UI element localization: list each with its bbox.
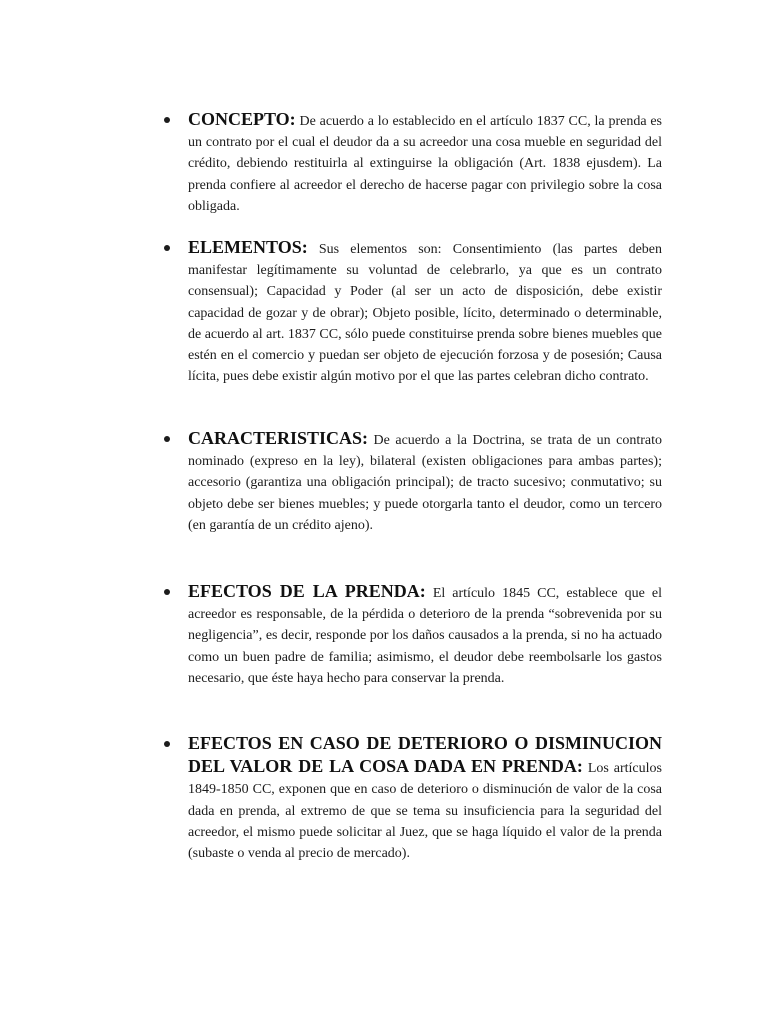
section-text: Los artículos 1849-1850 CC, exponen que en caso de deterioro o disminución de valor de la cosa dada en prenda, al extremo de que se tema su insuficiencia para la seguridad del acreedor, el mismo puede solicitar al Juez, que se haga líquido el valor de la prenda (subaste o venda al precio de mercado).: [188, 761, 662, 862]
section-concepto: [188, 109, 662, 217]
bullet-icon: [164, 436, 170, 442]
section-text: Sus elementos son: Consentimiento (las partes deben manifestar legítimamente su voluntad de celebrarlo, ya que es un contrato consensual); Capacidad y Poder (al ser un acto de disposición, debe existir capacidad de gozar y de obrar); Objeto posible, lícito, determinado o determinable, de acuerdo al art. 1837 CC, sólo puede constituirse prenda sobre bienes muebles que estén en el comercio y puedan ser objeto de ejecución forzosa y de posesión; Causa lícita, pues debe existir algún motivo por el que las partes celebran dicho contrato.: [188, 242, 662, 385]
section-heading: CARACTERISTICAS:: [188, 428, 369, 448]
bullet-icon: [164, 117, 170, 123]
section-elementos: [188, 237, 662, 387]
section-heading: EFECTOS DE LA PRENDA:: [188, 581, 426, 601]
section-text: De acuerdo a la Doctrina, se trata de un contrato nominado (expreso en la ley), bilateral (existen obligaciones para ambas partes); accesorio (garantiza una obligación principal); de tracto sucesivo; conmutativo; su objeto debe ser bienes muebles; y puede otorgarla tanto el deudor, como un tercero (en garantía de un crédito ajeno).: [188, 433, 662, 533]
section-efectos-prenda: [188, 581, 662, 689]
bullet-icon: [164, 741, 170, 747]
bullet-icon: [164, 589, 170, 595]
section-heading: EFECTOS EN CASO DE DETERIORO O DISMINUCION DEL VALOR DE LA COSA DADA EN PRENDA:: [188, 733, 662, 777]
section-text: De acuerdo a lo establecido en el artículo 1837 CC, la prenda es un contrato por el cual el deudor da a su acreedor una cosa mueble en seguridad del crédito, debiendo restituirla al extinguirse la obligación (Art. 1838 ejusdem). La prenda confiere al acreedor el derecho de hacerse pagar con privilegio sobre la cosa obligada.: [188, 114, 662, 214]
section-heading: CONCEPTO:: [188, 109, 296, 129]
section-heading: ELEMENTOS:: [188, 237, 308, 257]
bullet-icon: [164, 245, 170, 251]
section-efectos-deterioro: [188, 733, 662, 864]
section-caracteristicas: [188, 428, 662, 536]
section-text: El artículo 1845 CC, establece que el acreedor es responsable, de la pérdida o deterioro de la prenda “sobrevenida por su negligencia”, es decir, responde por los daños causados a la prenda, si no ha actuado como un buen padre de familia; asimismo, el deudor debe reembolsarle los gastos necesario, que éste haya hecho para conservar la prenda.: [188, 586, 662, 686]
